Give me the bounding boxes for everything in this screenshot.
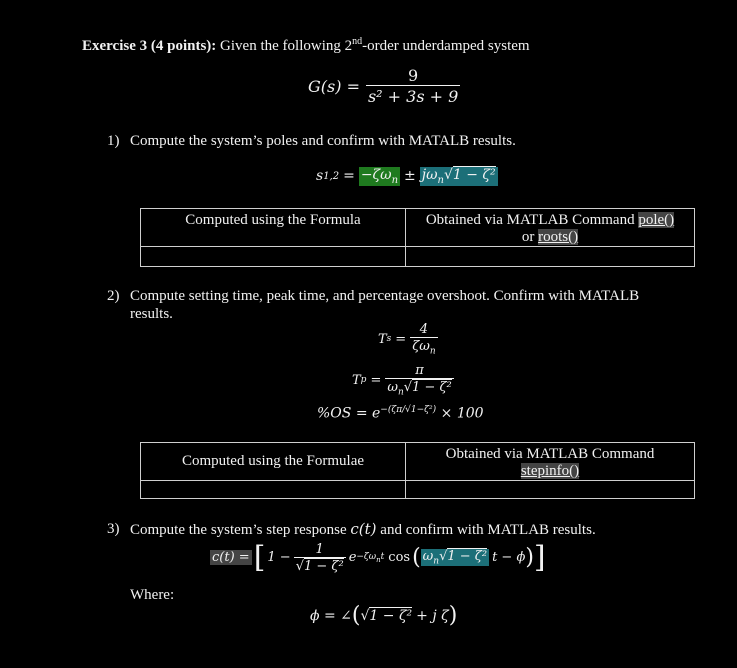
pole-sub: 1,2	[323, 170, 340, 182]
sqrt-icon: √	[443, 167, 453, 183]
ts-num: 4	[419, 322, 429, 337]
q1-col2-text: Obtained via MATLAB Command	[425, 212, 635, 228]
os-times: × 100	[440, 405, 484, 422]
q3-text-b: and confirm with MATLAB results.	[380, 522, 596, 538]
phi-lhs: ϕ = ∠	[310, 607, 352, 624]
q3-text-var: c(t)	[350, 520, 377, 538]
pole-imag-text: jω	[421, 167, 438, 183]
c-exp	[356, 552, 384, 564]
right-bracket-icon: ]	[533, 540, 546, 575]
q1-number: 1)	[107, 133, 120, 149]
q3-text-a: Compute the system’s step response	[130, 522, 347, 538]
q2-table-answer-formula[interactable]	[141, 481, 406, 499]
phi-rest: + j ζ	[416, 607, 449, 624]
tp-num: π	[415, 363, 424, 378]
sqrt-icon: √	[360, 607, 370, 624]
c-arg-highlight	[421, 549, 489, 567]
c-lhs: c(t) =	[212, 550, 250, 565]
q2-table-answer-matlab[interactable]	[406, 481, 695, 499]
q2-table-cell-matlab[interactable]	[406, 443, 695, 481]
c-frac-den: 1 − ζ²	[304, 558, 344, 574]
overshoot-formula	[317, 405, 484, 422]
c-arg-root: 1 − ζ²	[447, 548, 488, 564]
pole-lhs: s	[316, 168, 324, 185]
os-exp: −(ζπ/√1−ζ²)	[380, 405, 437, 415]
c-fraction	[294, 542, 346, 574]
phi-formula	[310, 603, 457, 628]
q1-table-cell-formula[interactable]	[141, 209, 406, 247]
q2-table-col2	[406, 443, 694, 480]
q3-number: 3)	[107, 521, 120, 537]
sqrt-icon: √	[403, 380, 413, 395]
left-bracket-icon: [	[253, 540, 266, 575]
q1-col2-or: or	[521, 229, 535, 245]
sqrt-icon: √	[439, 548, 448, 564]
settling-time-formula: T s = $\frac{4}{\zeta\omega_n}$	[378, 322, 436, 357]
where-label: Where:	[130, 587, 175, 603]
q2-text-line2: results.	[130, 306, 173, 322]
phi-root: 1 − ζ²	[369, 608, 413, 624]
tf-numerator: 9	[408, 66, 419, 85]
c-arg-sub: n	[433, 556, 440, 567]
exercise-header	[82, 33, 530, 55]
q3-text	[130, 520, 596, 539]
c-one: 1 −	[267, 550, 291, 565]
q1-table-col1: Computed using the Formula	[185, 212, 361, 228]
c-exp-t: t	[380, 551, 385, 562]
ts-den-sub: n	[429, 346, 436, 357]
tp-root: 1 − ζ²	[412, 380, 452, 395]
left-paren-icon: (	[351, 603, 361, 628]
c-exp-pow: −ζω	[356, 551, 377, 562]
tp-fraction	[385, 363, 453, 398]
exercise-label: Exercise 3 (4 points):	[82, 38, 217, 54]
c-exp-base: e	[348, 550, 357, 565]
q1-table-answer-formula[interactable]	[141, 247, 406, 267]
ts-den: ζω	[412, 339, 430, 354]
pole-formula	[316, 167, 498, 186]
q1-table-col2	[406, 209, 694, 246]
ts-sub: s	[386, 334, 392, 345]
q2-number: 2)	[107, 288, 120, 304]
tp-den: ω	[387, 380, 398, 395]
ts-lhs: T	[378, 331, 387, 347]
ts-fraction	[410, 322, 437, 357]
exercise-intro: Given the following 2	[220, 38, 353, 54]
c-frac-num: 1	[315, 541, 324, 557]
q2-table-col1: Computed using the Formulae	[181, 453, 365, 469]
c-cos: cos	[388, 550, 411, 565]
pole-command-link[interactable]: pole()	[638, 212, 675, 228]
pole-imag-sub: n	[437, 174, 444, 186]
exercise-intro-rest: -order underdamped system	[362, 38, 530, 54]
c-arg-omega: ω	[422, 548, 434, 564]
tp-den-sub: n	[397, 387, 404, 398]
tp-sub: p	[360, 375, 367, 386]
pole-pm: ±	[404, 168, 416, 185]
os-lhs: %OS = e	[317, 405, 381, 422]
tf-lhs: G(s) =	[308, 76, 360, 96]
q2-table	[140, 442, 695, 499]
q2-col2-text: Obtained via MATLAB Command	[445, 446, 655, 462]
transfer-function	[308, 66, 460, 106]
tf-denominator: s² + 3s + 9	[367, 87, 459, 106]
pole-real-sub: n	[391, 174, 399, 186]
pole-imag-root: 1 − ζ²	[452, 167, 496, 183]
right-paren-icon: )	[525, 545, 534, 570]
tf-fraction	[366, 66, 460, 106]
q2-text-line1: Compute setting time, peak time, and percentage overshoot. Confirm with MATALB	[130, 288, 640, 304]
q2-table-cell-formula[interactable]	[141, 443, 406, 481]
right-paren-icon: )	[448, 603, 458, 628]
peak-time-formula: T p = $\frac{\pi}{\omega_n√1 - \zeta^2}$	[352, 363, 452, 398]
q1-text: Compute the system’s poles and confirm with MATALB results.	[130, 133, 516, 149]
q1-table-answer-matlab[interactable]	[406, 247, 695, 267]
tp-lhs: T	[352, 372, 361, 388]
c-exp-sub: n	[376, 555, 381, 564]
stepinfo-command-link[interactable]: stepinfo()	[520, 463, 580, 479]
c-arg-t: t − ϕ	[492, 550, 526, 565]
pole-real-text: −ζω	[360, 167, 392, 183]
exercise-intro-sup: nd	[352, 36, 363, 47]
step-response-formula	[210, 540, 546, 575]
q1-table	[140, 208, 695, 267]
left-paren-icon: (	[412, 545, 421, 570]
sqrt-icon: √	[295, 558, 304, 574]
roots-command-link[interactable]: roots()	[538, 229, 579, 245]
q1-table-cell-matlab[interactable]	[406, 209, 695, 247]
pole-eq: =	[343, 168, 355, 185]
pole-imag-part	[420, 167, 498, 186]
pole-real-part	[359, 167, 400, 186]
